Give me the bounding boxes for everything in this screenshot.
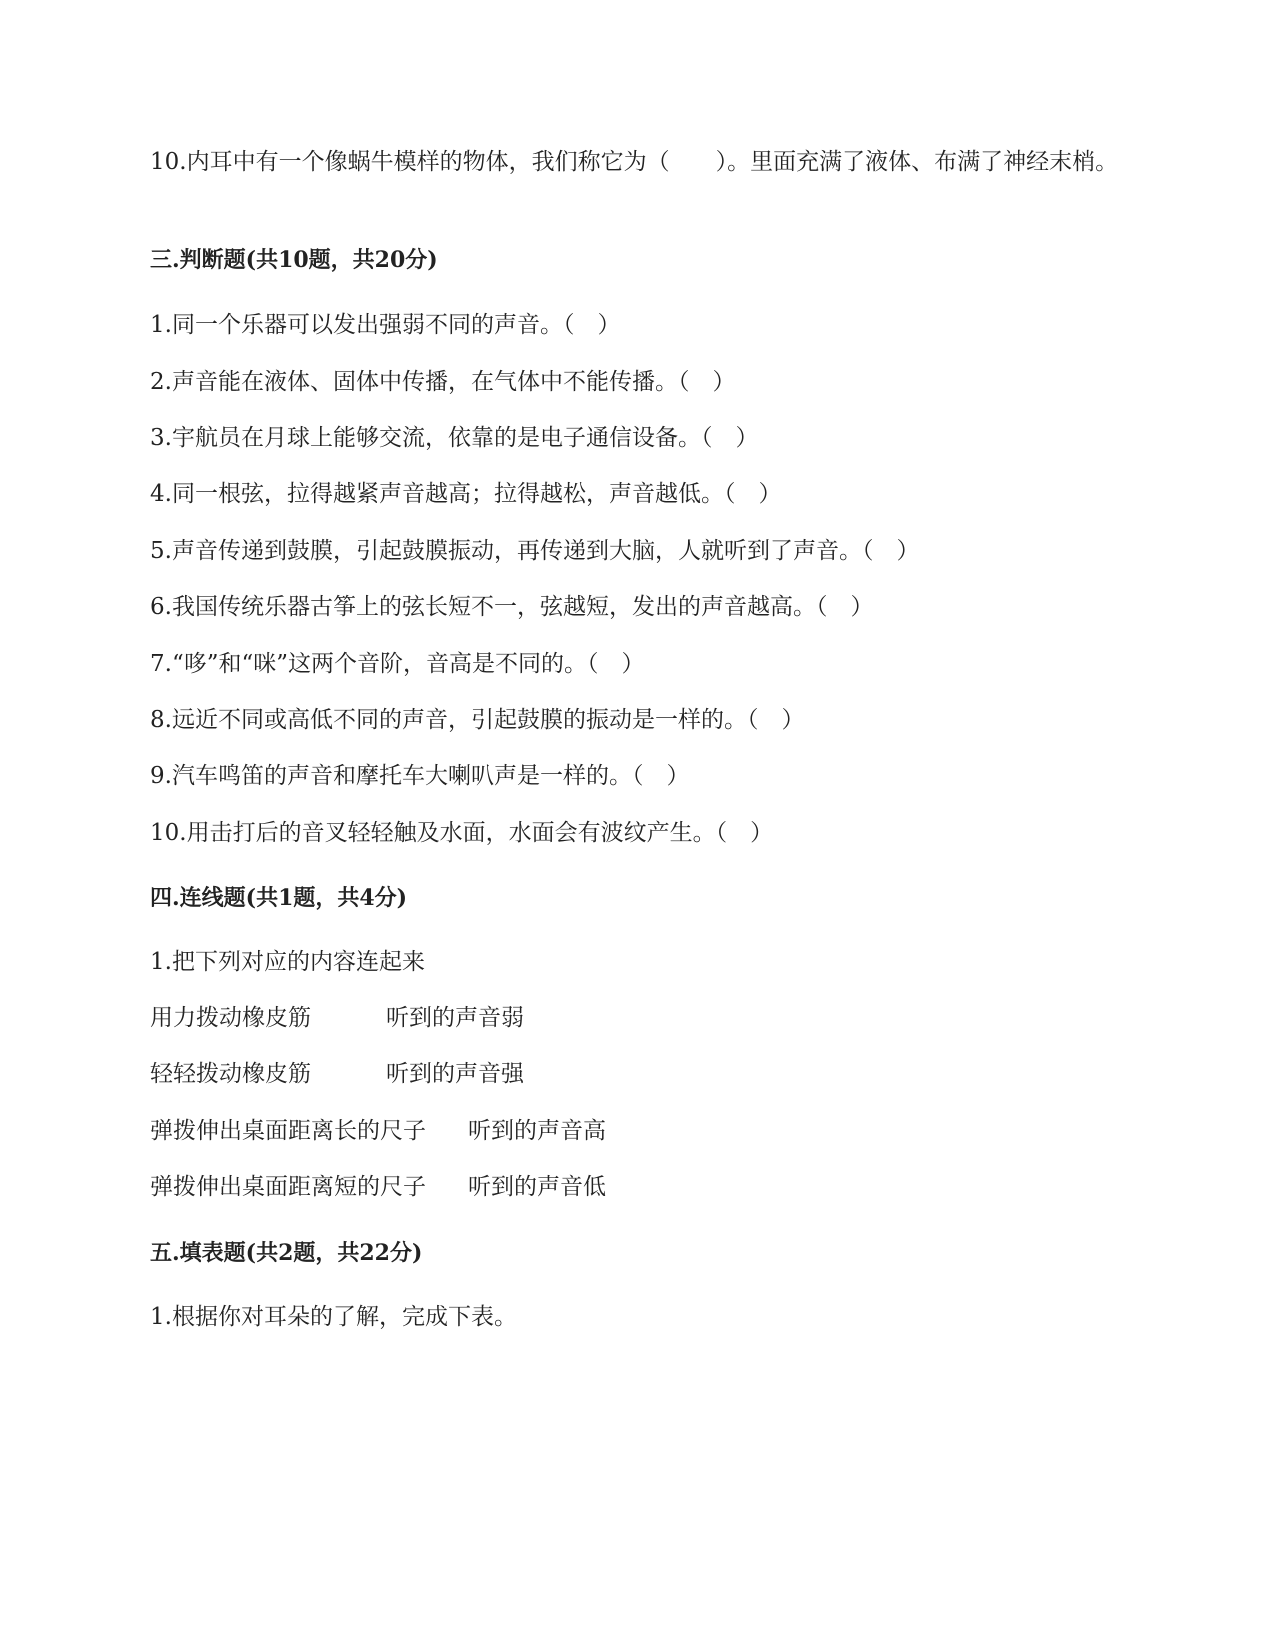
section-heading-true-false: 三.判断题(共10题，共20分): [150, 247, 438, 273]
matching-question-1: 1.把下列对应的内容连起来: [150, 949, 425, 975]
matching-pair-3: [150, 1115, 606, 1147]
section-heading-matching: 四.连线题(共1题，共4分): [150, 885, 408, 911]
true-false-question-8: 8.远近不同或高低不同的声音，引起鼓膜的振动是一样的。（ ）: [150, 707, 805, 733]
true-false-question-6: 6.我国传统乐器古筝上的弦长短不一，弦越短，发出的声音越高。（ ）: [150, 594, 874, 620]
true-false-question-5: 5.声音传递到鼓膜，引起鼓膜振动，再传递到大脑，人就听到了声音。（ ）: [150, 538, 920, 564]
matching-right-item: 听到的声音强: [386, 1061, 524, 1087]
true-false-question-2: 2.声音能在液体、固体中传播，在气体中不能传播。（ ）: [150, 369, 736, 395]
fill-question-10: 10.内耳中有一个像蜗牛模样的物体，我们称它为（ ）。里面充满了液体、布满了神经末梢。: [150, 149, 1119, 175]
fill-table-question-1: 1.根据你对耳朵的了解，完成下表。: [150, 1304, 517, 1330]
true-false-question-4: 4.同一根弦，拉得越紧声音越高；拉得越松，声音越低。（ ）: [150, 481, 782, 507]
section-heading-fill-table: 五.填表题(共2题，共22分): [150, 1240, 423, 1266]
true-false-question-10: 10.用击打后的音叉轻轻触及水面，水面会有波纹产生。（ ）: [150, 820, 774, 846]
true-false-question-1: 1.同一个乐器可以发出强弱不同的声音。（ ）: [150, 312, 621, 338]
matching-left-item: 弹拨伸出桌面距离短的尺子: [150, 1174, 426, 1200]
true-false-question-7: 7.“哆”和“咪”这两个音阶，音高是不同的。（ ）: [150, 651, 645, 677]
matching-pair-1: [150, 1002, 524, 1034]
matching-right-item: 听到的声音低: [468, 1174, 606, 1200]
matching-right-item: 听到的声音弱: [386, 1005, 524, 1031]
true-false-question-9: 9.汽车鸣笛的声音和摩托车大喇叭声是一样的。（ ）: [150, 763, 690, 789]
matching-left-item: 轻轻拨动橡皮筋: [150, 1061, 311, 1087]
matching-left-item: 弹拨伸出桌面距离长的尺子: [150, 1118, 426, 1144]
matching-pair-4: [150, 1171, 606, 1203]
matching-right-item: 听到的声音高: [468, 1118, 606, 1144]
true-false-question-3: 3.宇航员在月球上能够交流，依靠的是电子通信设备。（ ）: [150, 425, 759, 451]
matching-pair-2: [150, 1058, 524, 1090]
matching-left-item: 用力拨动橡皮筋: [150, 1005, 311, 1031]
